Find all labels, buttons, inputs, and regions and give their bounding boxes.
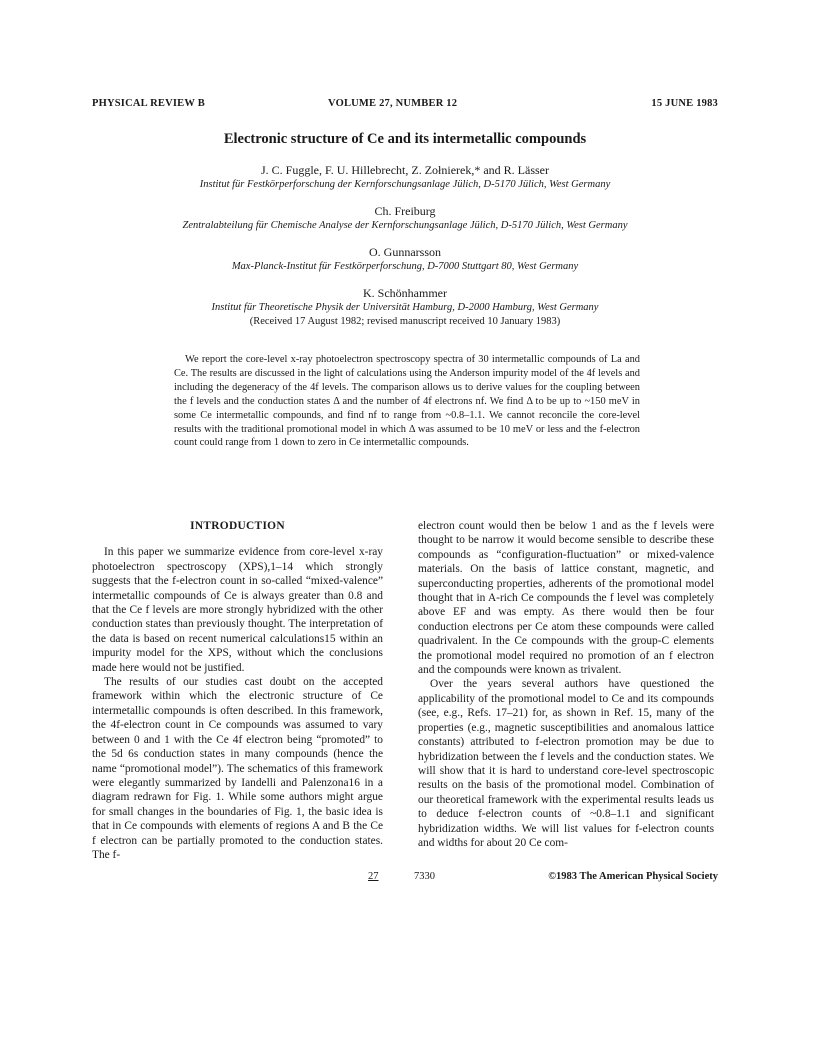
affiliation-1: Institut für Festkörperforschung der Kernforschungsanlage Jülich, D-5170 Jülich, West Germany [199, 179, 611, 190]
running-head [92, 98, 718, 112]
author-group-2: Ch. Freiburg [374, 204, 436, 218]
title-block [92, 130, 718, 329]
author-group-4: K. Schönhammer [363, 286, 447, 300]
footer-volume: 27 [368, 871, 379, 882]
volume-number: VOLUME 27, NUMBER 12 [328, 98, 458, 109]
issue-date: 15 JUNE 1983 [651, 98, 718, 109]
right-column [418, 519, 714, 850]
paragraph: electron count would then be below 1 and as the f levels were thought to be narrow it would become sensible to describe these compounds as “configuration-fluctuation” or mixed-valence materials. On the basis of lattice constant, magnetic, and superconducting properties, adherents of the promotional model thought that in A-rich Ce compounds the f level was completely above EF and was empty. As there would then be four conduction electrons per Ce atom these compounds were called quadrivalent. In the Ce compounds with the group-C elements the promotional model required no promotion of an f electron and the compounds were known as trivalent. [418, 520, 714, 677]
paragraph: Over the years several authors have questioned the applicability of the promotional model to Ce and its compounds (see, e.g., Refs. 17–21) for, as shown in Ref. 15, many of the properties (e.g., magnetic susceptibilities and anomalous lattice constants) attributed to f-electron promotion may be due to hybridization between the f levels and the conduction states. We will show that it is hard to understand core-level spectroscopic results on the basis of the promotional model. Combination of our theoretical framework with the experimental results leads us to deduce f-electron counts of ~0.8–1.1 and significant hybridization widths. We will list values for f-electron counts and widths for about 20 Ce com- [418, 678, 714, 849]
left-column [92, 519, 383, 862]
affiliation-3: Max-Planck-Institut für Festkörperforschung, D-7000 Stuttgart 80, West Germany [231, 261, 579, 272]
author-group-3: O. Gunnarsson [369, 245, 441, 259]
journal-name: PHYSICAL REVIEW B [92, 98, 205, 109]
page-footer [92, 871, 718, 885]
received-dates: (Received 17 August 1982; revised manuscript received 10 January 1983) [249, 316, 561, 327]
paragraph: The results of our studies cast doubt on the accepted framework within which the electronic structure of Ce intermetallic compounds is often described. In this framework, the 4f-electron count in Ce compounds was assumed to vary between 0 and 1 with the Ce 4f electron being “promoted” to the 5d 6s conduction states in many compounds (hence the name “promotional model”). The schematics of this framework were elegantly summarized by Iandelli and Palenzona16 in a diagram redrawn for Fig. 1. While some authors might argue for small changes in the boundaries of Fig. 1, the basic idea is that in Ce compounds with elements of regions A and B the Ce f electron can be partially promoted to the conduction states. The f- [92, 676, 383, 861]
author-group-1: J. C. Fuggle, F. U. Hillebrecht, Z. Zołnierek,* and R. Lässer [261, 163, 549, 177]
affiliation-4: Institut für Theoretische Physik der Universität Hamburg, D-2000 Hamburg, West Germany [211, 302, 599, 313]
paragraph: In this paper we summarize evidence from core-level x-ray photoelectron spectroscopy (XPS),1–14 which strongly suggests that the f-electron count in so-called “mixed-valence” intermetallic compounds of Ce is always greater than 0.8 and that the Ce f levels are more strongly hybridized with the other conduction states than previously thought. The interpretation of the data is based on recent numerical calculations15 within an impurity model for the XPS, without which the conclusions made here would not be justified. [92, 546, 383, 674]
affiliation-2: Zentralabteilung für Chemische Analyse der Kernforschungsanlage Jülich, D-5170 Jülich, West Germany [182, 220, 628, 231]
footer-page-number: 7330 [414, 871, 435, 882]
abstract: We report the core-level x-ray photoelectron spectroscopy spectra of 30 intermetallic compounds of La and Ce. The results are discussed in the light of calculations using the Anderson impurity model of the 4f levels and including the degeneracy of the 4f levels. The comparison allows us to derive values for the coupling between the f levels and the conduction states Δ and the number of 4f electrons nf. We find Δ to be up to ~150 meV in some Ce intermetallic compounds, and find nf to range from ~0.8–1.1. We cannot reconcile the core-level results with the traditional promotional model in which Δ was assumed to be 10 meV or less and the f-electron count could range from 1 down to zero in Ce intermetallic compounds. [174, 354, 640, 449]
article-title: Electronic structure of Ce and its intermetallic compounds [223, 131, 587, 147]
section-heading-introduction: INTRODUCTION [190, 520, 285, 532]
footer-copyright: ©1983 The American Physical Society [548, 871, 718, 882]
